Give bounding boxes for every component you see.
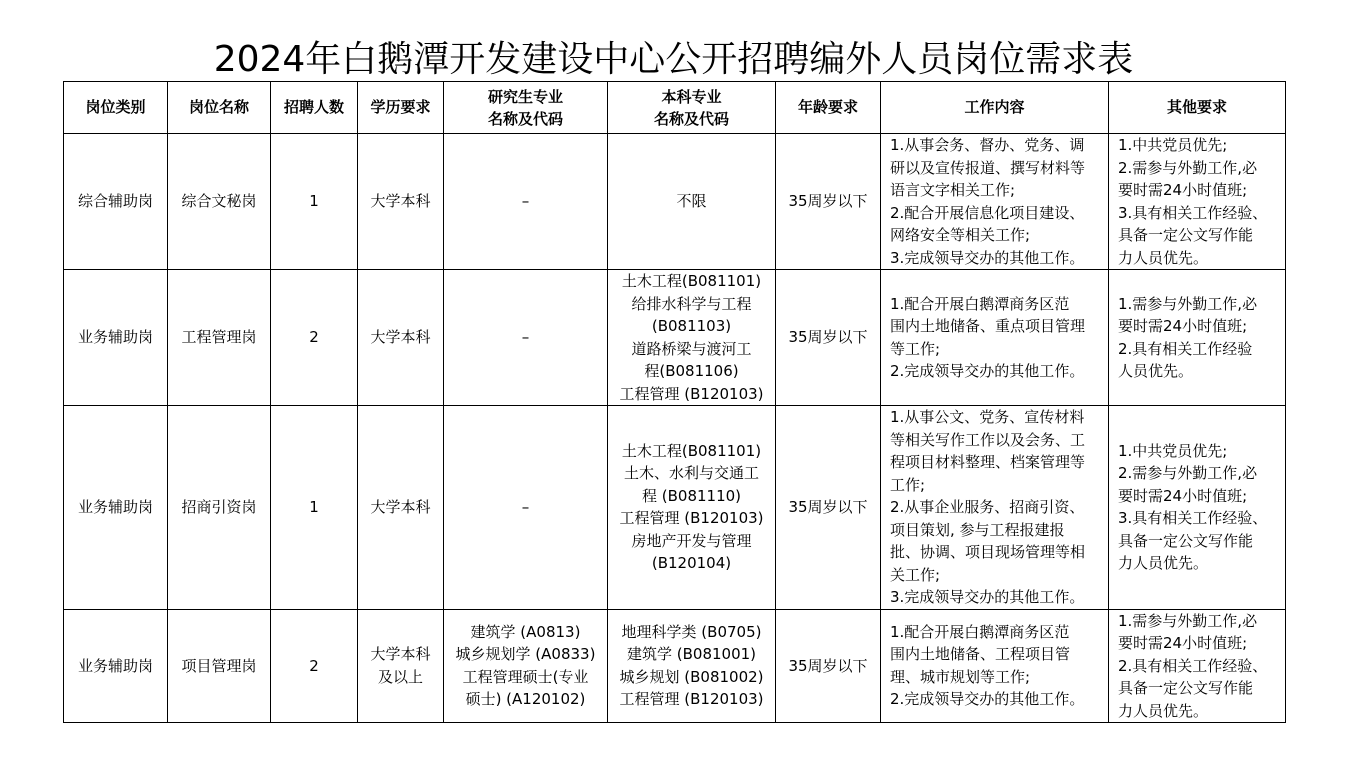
cell-line: 2.具有相关工作经验 (1118, 339, 1253, 358)
cell-line: 土木工程(B081101) (621, 272, 762, 290)
cell-duties (881, 609, 1109, 723)
cell-grad-major (444, 609, 608, 723)
cell-category: 业务辅助岗 (64, 270, 168, 406)
cell-line: – (521, 498, 530, 516)
cell-age: 35周岁以下 (776, 406, 881, 610)
cell-line: 硕士) (A120102) (465, 690, 586, 709)
page-title: 2024年白鹅潭开发建设中心公开招聘编外人员岗位需求表 (213, 39, 1134, 80)
cell-line: 给排水科学与工程 (631, 294, 752, 313)
header-row (64, 82, 1286, 134)
cell-other (1109, 270, 1286, 406)
cell-line: 大学本科 (370, 498, 431, 516)
cell-line: 要时需24小时值班; (1118, 486, 1248, 505)
cell-line: 等工作; (890, 339, 941, 358)
cell-line: 要时需24小时值班; (1118, 181, 1248, 199)
cell-line: 语言文字相关工作; (890, 181, 1016, 199)
table-row (64, 406, 1286, 610)
cell-line: 要时需24小时值班; (1118, 317, 1248, 335)
cell-line: 3.完成领导交办的其他工作。 (890, 588, 1085, 606)
cell-line: 2.需参与外勤工作,必 (1118, 464, 1258, 483)
cell-ug-major (608, 609, 776, 723)
cell-duties (881, 270, 1109, 406)
cell-line: 人员优先。 (1118, 362, 1194, 380)
cell-count: 2 (271, 609, 358, 723)
cell-line: 研以及宣传报道、撰写材料等 (890, 158, 1086, 177)
cell-ug-major (608, 406, 776, 610)
cell-line: 及以上 (377, 667, 423, 686)
cell-line: 力人员优先。 (1118, 701, 1209, 720)
cell-line: 1.配合开展白鹅潭商务区范 (890, 622, 1070, 641)
cell-line: 土木工程(B081101) (621, 441, 762, 460)
cell-age: 35周岁以下 (776, 134, 881, 270)
header-ug-major-line1: 本科专业 (661, 87, 722, 106)
cell-line: 项目策划, 参与工程报建报 (890, 520, 1065, 539)
cell-grad-major (444, 270, 608, 406)
cell-line: 程项目材料整理、档案管理等 (890, 453, 1086, 471)
cell-line: 土木、水利与交通工 (623, 464, 759, 483)
cell-line: (B120104) (651, 554, 732, 573)
cell-line: 2.需参与外勤工作,必 (1118, 158, 1258, 177)
cell-line: 工程管理硕士(专业 (462, 667, 589, 686)
cell-line: 工程管理 (B120103) (619, 384, 764, 403)
header-other: 其他要求 (1109, 82, 1286, 134)
cell-line: 等相关写作工作以及会务、工 (890, 430, 1086, 449)
table-row (64, 134, 1286, 270)
table-row (64, 270, 1286, 406)
cell-line: 城乡规划学 (A0833) (455, 645, 596, 664)
header-grad-major-line2: 名称及代码 (487, 109, 563, 128)
cell-line: 力人员优先。 (1118, 554, 1209, 573)
cell-line: 程 (B081110) (641, 486, 742, 505)
cell-line: 1.从事会务、督办、党务、调 (890, 136, 1085, 154)
cell-line: 3.具有相关工作经验、 (1118, 509, 1268, 528)
cell-other (1109, 609, 1286, 723)
cell-line: 地理科学类 (B0705) (621, 622, 762, 641)
cell-line: 关工作; (890, 565, 941, 584)
cell-line: 2.完成领导交办的其他工作。 (890, 362, 1085, 380)
cell-line: 程(B081106) (644, 362, 739, 380)
cell-line: 不限 (676, 192, 707, 211)
cell-line: 批、协调、项目现场管理等相 (890, 543, 1086, 561)
cell-line: 围内土地储备、重点项目管理 (890, 317, 1086, 335)
header-education: 学历要求 (358, 82, 444, 134)
cell-line: 具备一定公文写作能 (1118, 531, 1254, 550)
cell-line: 工作; (890, 475, 926, 494)
cell-line: 大学本科 (370, 645, 431, 664)
header-grad-major-line1: 研究生专业 (487, 87, 563, 106)
header-category: 岗位类别 (64, 82, 168, 134)
cell-duties (881, 406, 1109, 610)
cell-line: 工程管理 (B120103) (619, 690, 764, 709)
cell-line: 网络安全等相关工作; (890, 226, 1031, 244)
cell-line: 1.从事公文、党务、宣传材料 (890, 408, 1085, 426)
cell-education (358, 406, 444, 610)
cell-line: 道路桥梁与渡河工 (631, 339, 752, 358)
cell-other (1109, 406, 1286, 610)
cell-name: 项目管理岗 (168, 609, 271, 723)
cell-count: 1 (271, 406, 358, 610)
job-requirements-table (63, 81, 1286, 723)
cell-line: 1.配合开展白鹅潭商务区范 (890, 294, 1070, 313)
cell-line: 房地产开发与管理 (631, 531, 752, 550)
cell-count: 2 (271, 270, 358, 406)
cell-line: 建筑学 (A0813) (470, 622, 581, 641)
table-row (64, 609, 1286, 723)
cell-line: 1.中共党员优先; (1118, 136, 1228, 154)
header-age: 年龄要求 (776, 82, 881, 134)
cell-ug-major (608, 134, 776, 270)
header-ug-major-line2: 名称及代码 (653, 109, 729, 128)
header-grad-major (444, 82, 608, 134)
cell-name: 综合文秘岗 (168, 134, 271, 270)
cell-duties (881, 134, 1109, 270)
cell-category: 业务辅助岗 (64, 406, 168, 610)
cell-line: 工程管理 (B120103) (619, 509, 764, 528)
cell-age: 35周岁以下 (776, 270, 881, 406)
cell-line: 具备一定公文写作能 (1118, 679, 1254, 697)
cell-line: 3.完成领导交办的其他工作。 (890, 248, 1085, 267)
cell-age: 35周岁以下 (776, 609, 881, 723)
cell-line: 2.从事企业服务、招商引资、 (890, 498, 1085, 516)
cell-education (358, 270, 444, 406)
cell-line: 大学本科 (370, 192, 431, 211)
cell-ug-major (608, 270, 776, 406)
cell-line: 要时需24小时值班; (1118, 634, 1248, 652)
cell-category: 业务辅助岗 (64, 609, 168, 723)
cell-line: 3.具有相关工作经验、 (1118, 203, 1268, 222)
cell-line: 1.需参与外勤工作,必 (1118, 611, 1258, 630)
header-duties: 工作内容 (881, 82, 1109, 134)
header-name: 岗位名称 (168, 82, 271, 134)
cell-line: 2.完成领导交办的其他工作。 (890, 690, 1085, 709)
cell-line: 围内土地储备、工程项目管 (890, 645, 1071, 664)
cell-grad-major (444, 134, 608, 270)
cell-line: 1.中共党员优先; (1118, 441, 1228, 460)
table-body (64, 134, 1286, 723)
cell-line: 理、城市规划等工作; (890, 667, 1031, 686)
cell-name: 工程管理岗 (168, 270, 271, 406)
cell-count: 1 (271, 134, 358, 270)
cell-line: – (521, 328, 530, 347)
cell-other (1109, 134, 1286, 270)
cell-line: 具备一定公文写作能 (1118, 226, 1254, 244)
cell-education (358, 609, 444, 723)
cell-line: (B081103) (651, 317, 732, 335)
cell-line: 2.具有相关工作经验、 (1118, 656, 1268, 675)
cell-line: – (521, 192, 530, 211)
cell-line: 建筑学 (B081001) (626, 645, 757, 664)
cell-name: 招商引资岗 (168, 406, 271, 610)
cell-line: 2.配合开展信息化项目建设、 (890, 203, 1085, 222)
header-count: 招聘人数 (271, 82, 358, 134)
cell-line: 城乡规划 (B081002) (619, 667, 764, 686)
cell-line: 力人员优先。 (1118, 248, 1209, 267)
header-ug-major (608, 82, 776, 134)
cell-line: 大学本科 (370, 328, 431, 347)
cell-grad-major (444, 406, 608, 610)
cell-line: 1.需参与外勤工作,必 (1118, 294, 1258, 313)
cell-education (358, 134, 444, 270)
cell-category: 综合辅助岗 (64, 134, 168, 270)
